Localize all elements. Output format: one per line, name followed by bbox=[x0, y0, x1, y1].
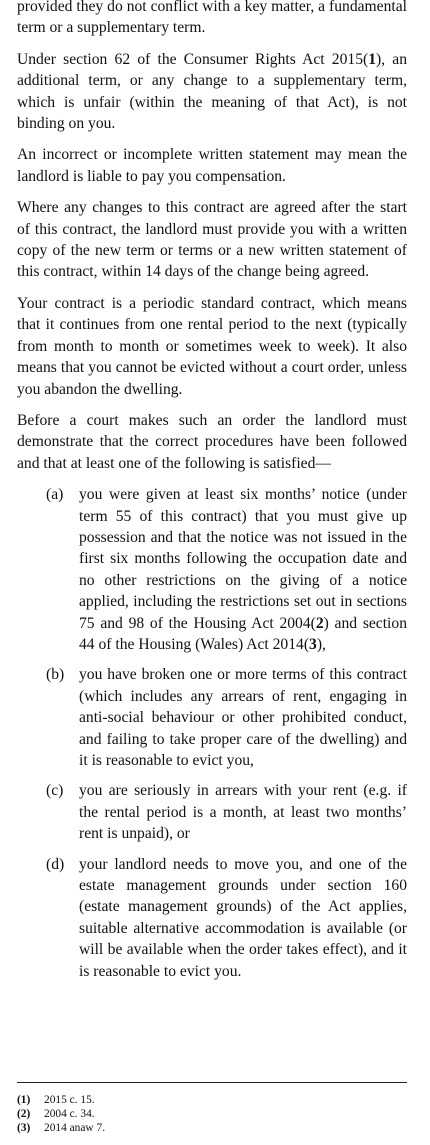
footnote-mark: (3) bbox=[17, 1122, 31, 1134]
list-label-c: (c) bbox=[46, 782, 64, 800]
footnote-1 bbox=[17, 1093, 105, 1107]
list-text-c: you are seriously in arrears with your rent (e.g. if the rental period is a month, at least two months’ rent is unpaid), or bbox=[79, 782, 407, 843]
list-text-a-part: ) and section 44 of the Housing (Wales) Act 2014( bbox=[79, 614, 407, 653]
footnote-ref-2: 2 bbox=[315, 614, 324, 632]
footnote-2 bbox=[17, 1107, 105, 1121]
section-62-text-after: ), an additional term, or any change to a supplementary term, which is unfair (within the meaning of that Act), is not binding on you. bbox=[17, 50, 407, 133]
footnote-text: 2014 anaw 7. bbox=[44, 1122, 106, 1134]
list-item bbox=[17, 780, 407, 844]
footnotes bbox=[17, 1093, 105, 1135]
list-text-d: your landlord needs to move you, and one of the estate management grounds under section 160 (estate management grounds) of the Act applies, suitable alternative accommodation is available (or will be available when the order takes effect), and it is reasonable to evict you. bbox=[79, 855, 407, 980]
footnote-3 bbox=[17, 1121, 105, 1135]
section-62-text-before: Under section 62 of the Consumer Rights Act 2015( bbox=[17, 50, 369, 68]
footnote-mark: (1) bbox=[17, 1094, 31, 1106]
compensation-paragraph: An incorrect or incomplete written statement may mean the landlord is liable to pay you compensation. bbox=[17, 146, 407, 185]
list-text-a-part: you were given at least six months’ notice (under term 55 of this contract) that you must give up possession and that the notice was not issued in the first six months following the occupation date and no other restrictions on the giving of a notice applied, including the restrictions set out in sections 75 and 98 of the Housing Act 2004( bbox=[79, 486, 407, 632]
footnote-divider bbox=[17, 1082, 407, 1083]
list-text-a bbox=[79, 484, 407, 655]
list-item bbox=[17, 664, 407, 771]
intro-continuation: provided they do not conflict with a key matter, a fundamental term or a supplementary term. bbox=[17, 0, 407, 37]
section-62-paragraph bbox=[17, 49, 407, 135]
footnote-mark: (2) bbox=[17, 1108, 31, 1120]
periodic-contract-paragraph: Your contract is a periodic standard contract, which means that it continues from one rental period to the next (typically from month to month or sometimes week to week). It also means that you cannot be evicted without a court order, unless you abandon the dwelling. bbox=[17, 294, 407, 398]
body-text bbox=[17, 0, 407, 991]
list-label-d: (d) bbox=[46, 855, 65, 873]
list-item bbox=[17, 854, 407, 982]
grounds-list bbox=[17, 484, 407, 982]
list-text-a-part: ), bbox=[316, 635, 326, 653]
footnote-text: 2004 c. 34. bbox=[44, 1108, 95, 1120]
list-text-b: you have broken one or more terms of this contract (which includes any arrears of rent, engaging in anti-social behaviour or other prohibited conduct, and failing to take proper care of the dwelling) and it is reasonable to evict you, bbox=[79, 666, 407, 769]
list-item bbox=[17, 484, 407, 655]
footnote-ref-1: 1 bbox=[368, 50, 376, 68]
changes-paragraph: Where any changes to this contract are agreed after the start of this contract, the landlord must provide you with a written copy of the new term or terms or a new written statement of this contract, within 14 days of the change being agreed. bbox=[17, 199, 407, 281]
list-label-b: (b) bbox=[46, 666, 65, 684]
court-order-paragraph: Before a court makes such an order the landlord must demonstrate that the correct procedures have been followed and that at least one of the following is satisfied— bbox=[17, 411, 407, 472]
footnote-text: 2015 c. 15. bbox=[44, 1094, 95, 1106]
footnote-ref-3: 3 bbox=[309, 635, 317, 653]
list-label-a: (a) bbox=[46, 486, 64, 504]
